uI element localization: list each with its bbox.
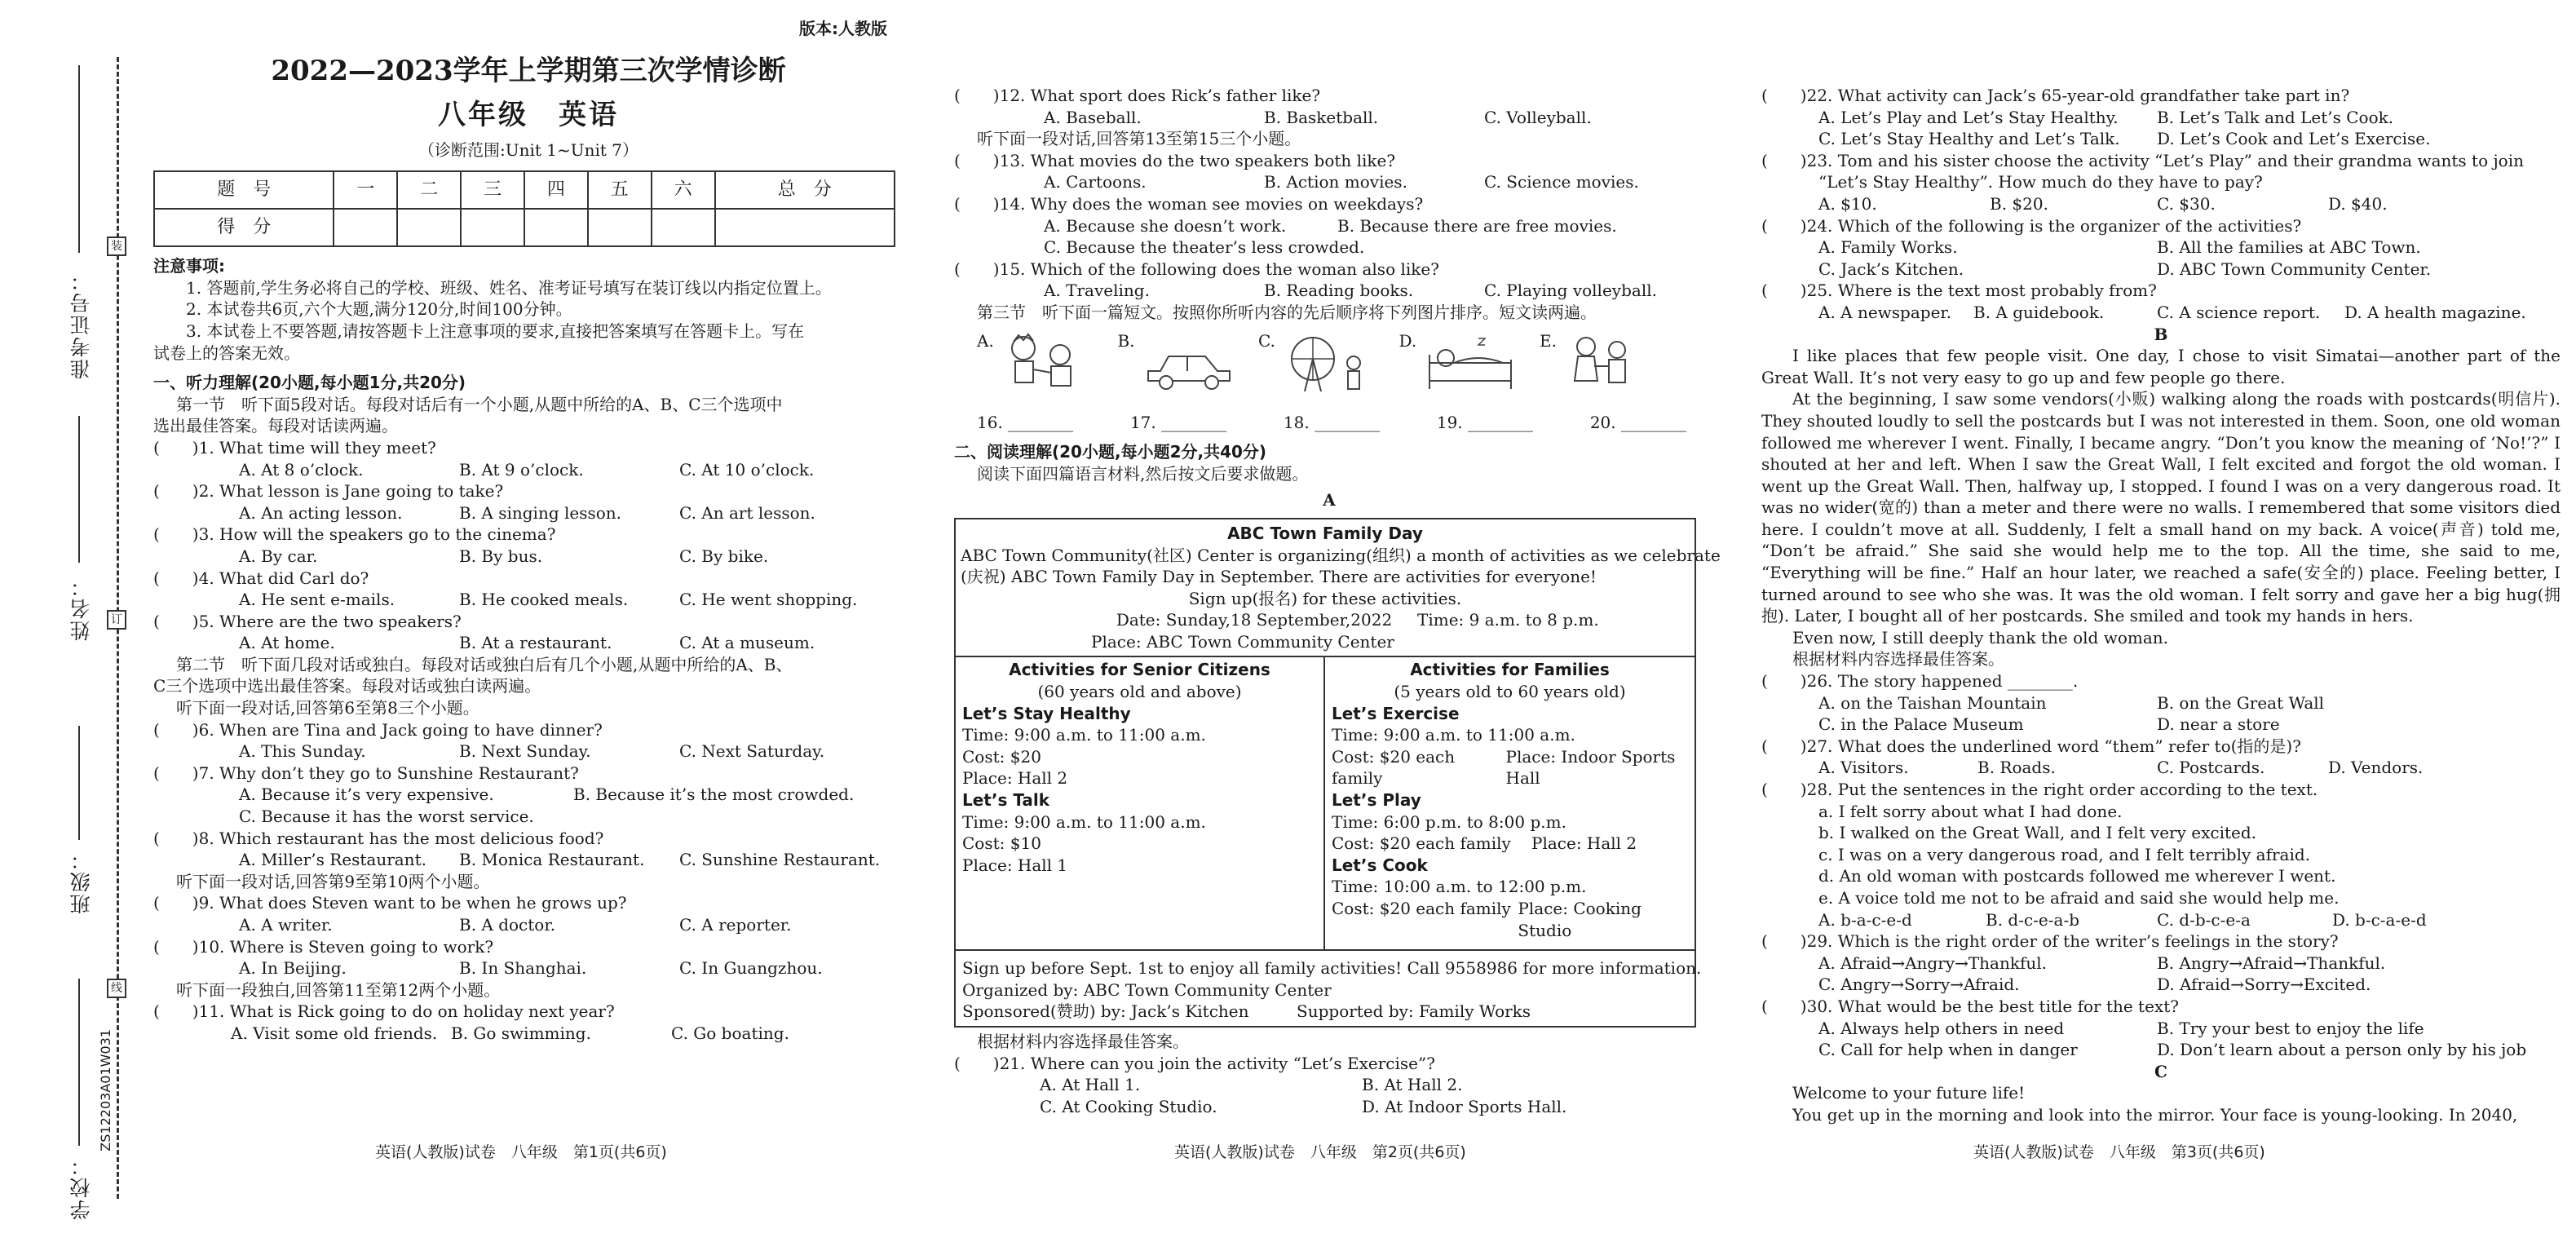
senior-subtitle: (60 years old and above) [1037, 682, 1242, 702]
question-14-options [954, 215, 1704, 237]
notice-sponsor: Sponsored(赞助) by: Jack’s Kitchen [962, 1001, 1249, 1022]
score-input-cell[interactable] [397, 209, 461, 246]
question-21: ( )21. Where can you join the activity “Let’s Exercise”? [954, 1053, 1435, 1073]
answer-blank[interactable]: 18. ________ [1283, 412, 1381, 432]
notice-header [956, 519, 1721, 656]
question-9: ( )9. What does Steven want to be when he grows up? [153, 893, 627, 913]
option[interactable]: D. near a store [2157, 714, 2280, 735]
option[interactable]: C. By bike. [679, 546, 769, 566]
binding-margin [0, 0, 139, 1242]
option[interactable]: B. A singing lesson. [459, 502, 622, 523]
question-23: ( )23. Tom and his sister choose the activity “Let’s Play” and their grandma wants to join [1761, 150, 2524, 170]
question-7: ( )7. Why don’t they go to Sunshine Restaurant? [153, 762, 579, 783]
option[interactable]: C. Let’s Stay Healthy and Let’s Talk. [1818, 129, 2120, 149]
part-1-intro: 第一节 听下面5段对话。每段对话后有一个小题,从题中所给的A、B、C三个选项中 [176, 394, 783, 414]
score-cell: 二 [397, 171, 461, 209]
option[interactable]: A. Traveling. [1044, 281, 1150, 301]
amusement-park-icon [1280, 330, 1378, 396]
notice-date: Date: Sunday,18 September,2022 [1116, 610, 1393, 630]
family-subtitle: (5 years old to 60 years old) [1394, 682, 1626, 702]
activity-detail: Cost: $20 each family [1332, 833, 1511, 854]
option[interactable]: A. Miller’s Restaurant. [239, 850, 426, 870]
option[interactable]: D. Vendors. [2328, 758, 2424, 778]
option[interactable]: A. b-a-c-e-d [1818, 909, 1912, 930]
question-14-option-c [954, 236, 1704, 259]
exam-title: 2022—2023学年上学期第三次学情诊断 [271, 54, 786, 87]
family-title: Activities for Families [1410, 660, 1610, 680]
option[interactable]: C. Go boating. [671, 1023, 789, 1043]
question-8-options [153, 849, 904, 871]
option[interactable]: D. $40. [2328, 193, 2388, 214]
school-label: 学校： [69, 1154, 93, 1220]
option[interactable]: D. A health magazine. [2344, 302, 2526, 322]
question-8: ( )8. Which restaurant has the most delicious food? [153, 828, 604, 848]
notice-footer [956, 951, 1702, 1026]
option[interactable]: B. In Shanghai. [459, 958, 587, 979]
activity-name: Let’s Cook [1332, 855, 1428, 875]
option[interactable]: A. At Hall 1. [1040, 1075, 1141, 1095]
picture-label: A. [977, 330, 994, 351]
question-2-options [153, 502, 904, 524]
option[interactable]: A. At home. [239, 633, 335, 653]
activity-detail: Time: 9:00 a.m. to 11:00 a.m. [962, 725, 1206, 745]
score-table-header-row [154, 171, 895, 209]
answer-blank[interactable]: 16. ________ [977, 412, 1074, 432]
note-line: 试卷上的答案无效。 [153, 343, 300, 363]
page-2 [954, 18, 1721, 1117]
choose-instruction: 根据材料内容选择最佳答案。 [977, 1031, 1189, 1051]
option[interactable]: B. At a restaurant. [459, 633, 612, 653]
option[interactable]: C. Because the theater’s less crowded. [1044, 237, 1365, 258]
question-28-options [1761, 909, 2561, 931]
answer-blank[interactable]: 17. ________ [1129, 412, 1227, 432]
activity-detail: Cost: $20 each family [1332, 746, 1456, 789]
question-26-options [1761, 714, 2561, 736]
passage-b-paragraph: I like places that few people visit. One day, I chose to visit Simatai—another part of the Great Wall. It’s not very easy to go up and few people go there. [1761, 346, 2561, 387]
activity-detail: Cost: $20 [962, 746, 1041, 767]
option[interactable]: C. He went shopping. [679, 590, 858, 610]
question-26-options [1761, 692, 2561, 714]
class-label: 班级： [69, 848, 93, 914]
option[interactable]: A. Because it’s very expensive. [239, 785, 494, 805]
option[interactable]: A. At 8 o’clock. [239, 459, 364, 480]
page-3-footer: 英语(人教版)试卷 八年级 第3页(共6页) [1973, 1143, 2265, 1161]
option[interactable]: A. Visit some old friends. [231, 1023, 438, 1043]
activity-detail: Cost: $10 [962, 833, 1041, 854]
notice-supporter: Supported by: Family Works [1297, 1001, 1531, 1022]
section-2-title: 二、阅读理解(20小题,每小题2分,共40分) [954, 442, 1267, 462]
option[interactable]: C. $30. [2157, 193, 2216, 214]
question-10-options [153, 957, 904, 979]
option[interactable]: A. Family Works. [1818, 237, 1958, 258]
option[interactable]: C. d-b-c-e-a [2157, 909, 2251, 930]
picture-a [977, 330, 1099, 404]
part-2-intro: C三个选项中选出最佳答案。每段对话或独白读两遍。 [153, 676, 541, 696]
notice-intro: ABC Town Community(社区) Center is organizing(组织) a month of activities as we celebrate [961, 545, 1721, 565]
option[interactable]: D. b-c-a-e-d [2332, 909, 2427, 930]
activity-detail: Place: Indoor Sports Hall [1505, 746, 1676, 789]
question-27-options [1761, 757, 2561, 779]
option[interactable]: B. Roads. [1977, 758, 2056, 778]
question-29: ( )29. Which is the right order of the writer’s feelings in the story? [1761, 931, 2339, 952]
page-1 [153, 18, 904, 1045]
sentence-item: e. A voice told me not to be afraid and said she would help me. [1818, 887, 2340, 908]
question-5: ( )5. Where are the two speakers? [153, 611, 462, 631]
question-7-option-c [153, 806, 904, 828]
option[interactable]: C. Call for help when in danger [1818, 1040, 2078, 1060]
option[interactable]: B. Go swimming. [451, 1023, 591, 1043]
passage-c-label: C [2154, 1061, 2167, 1081]
question-11: ( )11. What is Rick going to do on holiday next year? [153, 1001, 615, 1022]
option[interactable]: D. ABC Town Community Center. [2157, 259, 2432, 279]
option[interactable]: C. A science report. [2157, 302, 2321, 322]
two-people-icon [1562, 330, 1643, 396]
question-22-options [1761, 128, 2561, 150]
family-activities [1325, 657, 1695, 949]
option[interactable]: B. At 9 o’clock. [459, 459, 584, 480]
notice-time: Time: 9 a.m. to 8 p.m. [1417, 610, 1599, 630]
option[interactable]: C. Jack’s Kitchen. [1818, 259, 1964, 279]
question-15: ( )15. Which of the following does the woman also like? [954, 259, 1439, 279]
activity-detail: Place: Hall 2 [1531, 833, 1637, 854]
picture-label: E. [1540, 330, 1557, 351]
exam-number-label: 准考证号： [69, 269, 93, 379]
question-4: ( )4. What did Carl do? [153, 568, 369, 588]
version-label: 版本:人教版 [799, 19, 887, 38]
notice-intro: (庆祝) ABC Town Family Day in September. There are activities for everyone! [961, 567, 1597, 587]
question-15-options [954, 280, 1704, 302]
option[interactable]: B. Next Sunday. [459, 741, 591, 762]
question-30-options [1761, 1039, 2561, 1061]
choose-instruction: 根据材料内容选择最佳答案。 [1792, 649, 2004, 670]
option[interactable]: C. At a museum. [679, 633, 815, 653]
score-cell: 三 [461, 171, 524, 209]
note-line: 3. 本试卷上不要答题,请按答题卡上注意事项的要求,直接把答案填写在答题卡上。写在 [186, 320, 805, 341]
question-29-options [1761, 974, 2561, 996]
option[interactable]: A. Let’s Play and Let’s Stay Healthy. [1818, 107, 2119, 127]
question-30-options [1761, 1018, 2561, 1040]
family-day-notice [954, 518, 1721, 1028]
page-2-footer: 英语(人教版)试卷 八年级 第2页(共6页) [1174, 1143, 1466, 1161]
activity-name: Let’s Play [1332, 790, 1421, 811]
option[interactable]: B. Monica Restaurant. [459, 850, 645, 870]
option[interactable]: B. on the Great Wall [2157, 692, 2325, 713]
exam-scope: （诊断范围:Unit 1~Unit 7） [418, 139, 638, 160]
picture-e [1540, 330, 1662, 404]
passage-b-label: B [2154, 324, 2168, 344]
question-3: ( )3. How will the speakers go to the cinema? [153, 524, 556, 545]
listen-instruction: 听下面一段对话,回答第6至第8三个小题。 [176, 698, 479, 718]
picture-c [1258, 330, 1381, 404]
picture-label: B. [1117, 330, 1135, 351]
score-cell: 六 [652, 171, 715, 209]
score-cell: 得 分 [154, 209, 334, 246]
option[interactable]: C. Angry→Sorry→Afraid. [1818, 975, 2020, 995]
option[interactable]: B. $20. [1990, 193, 2048, 214]
question-10: ( )10. Where is Steven going to work? [153, 936, 494, 957]
question-22: ( )22. What activity can Jack’s 65-year-old grandfather take part in? [1761, 86, 2350, 105]
option[interactable]: B. Let’s Talk and Let’s Cook. [2157, 107, 2394, 127]
option[interactable]: D. Don’t learn about a person only by his job [2157, 1040, 2527, 1060]
question-3-options [153, 546, 904, 568]
option[interactable]: B. Because it’s the most crowded. [573, 785, 855, 805]
sentence-item: d. An old woman with postcards followed me wherever I went. [1818, 866, 2336, 886]
question-9-options [153, 914, 904, 936]
option[interactable]: A. An acting lesson. [239, 502, 403, 523]
score-input-cell[interactable] [588, 209, 652, 246]
option[interactable]: B. A guidebook. [1973, 302, 2105, 322]
option[interactable]: C. In Guangzhou. [679, 958, 823, 979]
option[interactable]: B. By bus. [459, 546, 543, 566]
activity-detail: Place: Hall 2 [962, 768, 1068, 789]
notice-footer-line: Organized by: ABC Town Community Center [962, 979, 1332, 1000]
option[interactable]: B. Because there are free movies. [1337, 215, 1617, 236]
picture-d [1399, 330, 1522, 404]
senior-title: Activities for Senior Citizens [1009, 660, 1270, 680]
score-input-cell[interactable] [715, 209, 895, 246]
option[interactable]: C. Next Saturday. [679, 741, 825, 762]
option[interactable]: C. Playing volleyball. [1484, 281, 1657, 301]
option[interactable]: C. At 10 o’clock. [679, 459, 815, 480]
option[interactable]: B. Try your best to enjoy the life [2157, 1018, 2424, 1038]
option[interactable]: B. At Hall 2. [1362, 1075, 1463, 1095]
name-label: 姓名： [69, 575, 93, 641]
activity-detail: Place: Hall 1 [962, 855, 1068, 875]
part-3-intro: 第三节 听下面一篇短文。按照你所听内容的先后顺序将下列图片排序。短文读两遍。 [977, 302, 1597, 322]
sleeping-child-icon [1421, 330, 1519, 396]
question-25-options [1761, 302, 2561, 324]
question-21-options [954, 1074, 1704, 1096]
senior-activities [956, 657, 1325, 949]
option[interactable]: C. Science movies. [1484, 172, 1639, 192]
class-line [78, 726, 80, 840]
activity-name: Let’s Talk [962, 790, 1050, 811]
question-5-options [153, 632, 904, 654]
page-3 [1761, 18, 2561, 1126]
car-icon [1140, 330, 1238, 396]
option[interactable]: A. He sent e-mails. [239, 590, 395, 610]
listen-instruction: 听下面一段对话,回答第9至第10两个小题。 [176, 871, 490, 891]
score-table [153, 170, 895, 247]
option[interactable]: B. Basketball. [1264, 107, 1379, 127]
question-12-options [954, 107, 1704, 129]
part-1-intro: 选出最佳答案。每段对话读两遍。 [153, 416, 398, 436]
score-cell: 一 [334, 171, 397, 209]
question-14: ( )14. Why does the woman see movies on weekdays? [954, 193, 1424, 214]
score-cell: 四 [524, 171, 588, 209]
option[interactable]: A. Always help others in need [1818, 1018, 2065, 1038]
passage-b-paragraph: At the beginning, I saw some vendors(小贩) walking along the roads with postcards(明信片). They shouted loudly to sell the postcards but I was not interested in them. Soon, one old woman followed me wherever I went. Finally, I became angry. “Don’t you know the meaning of ‘No!’?” I shouted at her and left. When I saw the Great Wall, I felt excited and forgot the old woman. I went up the Great Wall. Then, halfway up, I stopped. I found I was on a very dangerous road. It was no wider(宽的) than a meter and there were no walls. I remembered that some visitors died here. I couldn’t move at all. Suddenly, I felt a small hand on my back. A voice(声音) told me, “Don’t be afraid.” She said she would help me to the top. All the time, she said to me, “Everything will be fine.” Half an hour later, we reached a safe(安全的) place. Feeling better, I turned around to see who she was. It was the old woman. I felt sorry and gave her a big hug(拥抱). Later, I bought all of her postcards. She smiled and took my hands in hers. [1761, 389, 2561, 626]
activity-detail: Place: Cooking Studio [1518, 899, 1641, 940]
option[interactable]: B. He cooked meals. [459, 590, 629, 610]
question-4-options [153, 589, 904, 611]
activities-columns [956, 656, 1695, 951]
passage-c-line: Welcome to your future life! [1792, 1083, 2026, 1103]
page-1-footer: 英语(人教版)试卷 八年级 第1页(共6页) [375, 1143, 667, 1161]
option[interactable]: B. Action movies. [1264, 172, 1407, 192]
listen-instruction: 听下面一段独白,回答第11至第12两个小题。 [176, 979, 501, 1000]
activity-detail: Time: 9:00 a.m. to 11:00 a.m. [1332, 725, 1575, 745]
score-cell: 总 分 [715, 171, 895, 209]
activity-detail: Time: 6:00 p.m. to 8:00 p.m. [1332, 811, 1566, 832]
question-23-cont: “Let’s Stay Healthy”. How much do they have to pay? [1818, 172, 2263, 192]
paper-code: ZS12203A01W031 [98, 1029, 113, 1151]
question-24-options [1761, 236, 2561, 259]
score-input-cell[interactable] [524, 209, 588, 246]
activity-name: Let’s Stay Healthy [962, 703, 1131, 723]
option[interactable]: D. Let’s Cook and Let’s Exercise. [2157, 129, 2431, 149]
option[interactable]: A. A writer. [239, 915, 333, 935]
question-11-options [153, 1023, 904, 1045]
question-24-options [1761, 259, 2561, 281]
picture-label: D. [1398, 330, 1417, 351]
notes-title: 注意事项: [153, 256, 225, 276]
activity-detail: Cost: $20 each family [1332, 899, 1511, 918]
option[interactable]: A. In Beijing. [239, 958, 347, 979]
note-line: 2. 本试卷共6页,六个大题,满分120分,时间100分钟。 [186, 299, 572, 320]
notice-title: ABC Town Family Day [1227, 523, 1423, 543]
option[interactable]: A. Visitors. [1818, 758, 1909, 778]
activity-detail: Time: 9:00 a.m. to 11:00 a.m. [962, 811, 1206, 832]
option[interactable]: A. Because she doesn’t work. [1044, 215, 1287, 236]
question-2: ( )2. What lesson is Jane going to take? [153, 481, 504, 502]
option[interactable]: A. Baseball. [1044, 107, 1142, 127]
question-27: ( )27. What does the underlined word “them” refer to(指的是)? [1761, 736, 2301, 756]
picture-row [977, 330, 1662, 404]
activity-name: Let’s Exercise [1332, 703, 1460, 723]
question-1: ( )1. What time will they meet? [153, 437, 436, 457]
answer-blank[interactable]: 20. ________ [1589, 412, 1686, 432]
listen-instruction: 听下面一段对话,回答第13至第15三个小题。 [977, 129, 1301, 149]
option[interactable]: C. Because it has the worst service. [239, 807, 534, 827]
score-input-cell[interactable] [334, 209, 397, 246]
question-28: ( )28. Put the sentences in the right order according to the text. [1761, 780, 2318, 799]
question-7-options [153, 784, 904, 806]
option[interactable]: C. in the Palace Museum [1818, 714, 2024, 735]
option[interactable]: A. A newspaper. [1818, 302, 1952, 322]
binding-mark-bottom: 线 [107, 979, 126, 998]
exam-number-line [78, 65, 80, 253]
name-line [78, 416, 80, 563]
binding-mark-top: 装 [107, 236, 126, 256]
answer-blank[interactable]: 19. ________ [1436, 412, 1534, 432]
option[interactable]: B. d-c-e-a-b [1986, 909, 2080, 930]
score-cell: 五 [588, 171, 652, 209]
question-6: ( )6. When are Tina and Jack going to have dinner? [153, 719, 603, 740]
picture-label: C. [1258, 330, 1275, 351]
option[interactable]: C. Sunshine Restaurant. [679, 850, 881, 870]
part-2-intro: 第二节 听下面几段对话或独白。每段对话或独白后有几个小题,从题中所给的A、B、 [176, 654, 793, 674]
school-line [78, 979, 80, 1146]
notice-footer-line: Sign up before Sept. 1st to enjoy all family activities! Call 9558986 for more information. [962, 958, 1702, 979]
option[interactable]: C. At Cooking Studio. [1040, 1096, 1217, 1116]
binding-mark-middle: 订 [107, 610, 126, 630]
question-12: ( )12. What sport does Rick’s father like? [954, 86, 1321, 105]
note-line: 1. 答题前,学生务必将自己的学校、班级、姓名、准考证号填写在装订线以内指定位置上。 [186, 277, 832, 298]
score-cell: 题 号 [154, 171, 334, 209]
option[interactable]: B. All the families at ABC Town. [2157, 237, 2421, 258]
option[interactable]: B. A doctor. [459, 915, 556, 935]
option[interactable]: D. Afraid→Sorry→Excited. [2157, 975, 2371, 995]
option[interactable]: B. Reading books. [1264, 281, 1414, 301]
child-drawing-icon [999, 330, 1089, 396]
option[interactable]: A. This Sunday. [239, 741, 366, 762]
passage-b-paragraph: Even now, I still deeply thank the old woman. [1792, 627, 2168, 648]
option[interactable]: A. Afraid→Angry→Thankful. [1818, 952, 2048, 973]
option[interactable]: A. Cartoons. [1044, 172, 1147, 192]
score-table-score-row [154, 209, 895, 246]
question-23-options [1761, 193, 2561, 215]
question-1-options [153, 459, 904, 481]
question-6-options [153, 740, 904, 762]
option[interactable]: A. By car. [239, 546, 318, 566]
option[interactable]: C. Volleyball. [1484, 107, 1592, 127]
section-2-intro: 阅读下面四篇语言材料,然后按文后要求做题。 [977, 463, 1309, 484]
option[interactable]: C. Postcards. [2157, 758, 2265, 778]
option[interactable]: A. $10. [1818, 193, 1877, 214]
sentence-item: c. I was on a very dangerous road, and I felt terribly afraid. [1818, 844, 2311, 864]
passage-c-line: You get up in the morning and look into the mirror. Your face is young-looking. In 2040, [1792, 1104, 2518, 1125]
score-input-cell[interactable] [461, 209, 524, 246]
question-25: ( )25. Where is the text most probably from? [1761, 281, 2157, 301]
sentence-item: a. I felt sorry about what I had done. [1818, 801, 2123, 821]
option[interactable]: B. Angry→Afraid→Thankful. [2157, 952, 2386, 973]
option[interactable]: C. A reporter. [679, 915, 792, 935]
question-13-options [954, 171, 1704, 193]
option[interactable]: C. An art lesson. [679, 502, 815, 523]
question-30: ( )30. What would be the best title for the text? [1761, 996, 2179, 1016]
question-26: ( )26. The story happened ________. [1761, 671, 2079, 692]
question-24: ( )24. Which of the following is the organizer of the activities? [1761, 215, 2302, 236]
option[interactable]: D. At Indoor Sports Hall. [1362, 1096, 1567, 1116]
question-21-options [954, 1096, 1704, 1118]
notice-signup: Sign up(报名) for these activities. [1188, 588, 1462, 608]
answer-blanks [977, 412, 1686, 434]
sentence-item: b. I walked on the Great Wall, and I felt very excited. [1818, 823, 2257, 843]
option[interactable]: A. on the Taishan Mountain [1818, 692, 2047, 713]
notice-place: Place: ABC Town Community Center [1091, 631, 1394, 652]
question-13: ( )13. What movies do the two speakers both like? [954, 150, 1396, 170]
score-input-cell[interactable] [652, 209, 715, 246]
section-1-title: 一、听力理解(20小题,每小题1分,共20分) [153, 373, 466, 393]
passage-a-label: A [1323, 490, 1336, 511]
question-29-options [1761, 952, 2561, 975]
picture-b [1118, 330, 1240, 404]
exam-subtitle: 八年级 英语 [438, 98, 619, 131]
activity-detail: Time: 10:00 a.m. to 12:00 p.m. [1332, 877, 1587, 897]
question-22-options [1761, 107, 2561, 129]
